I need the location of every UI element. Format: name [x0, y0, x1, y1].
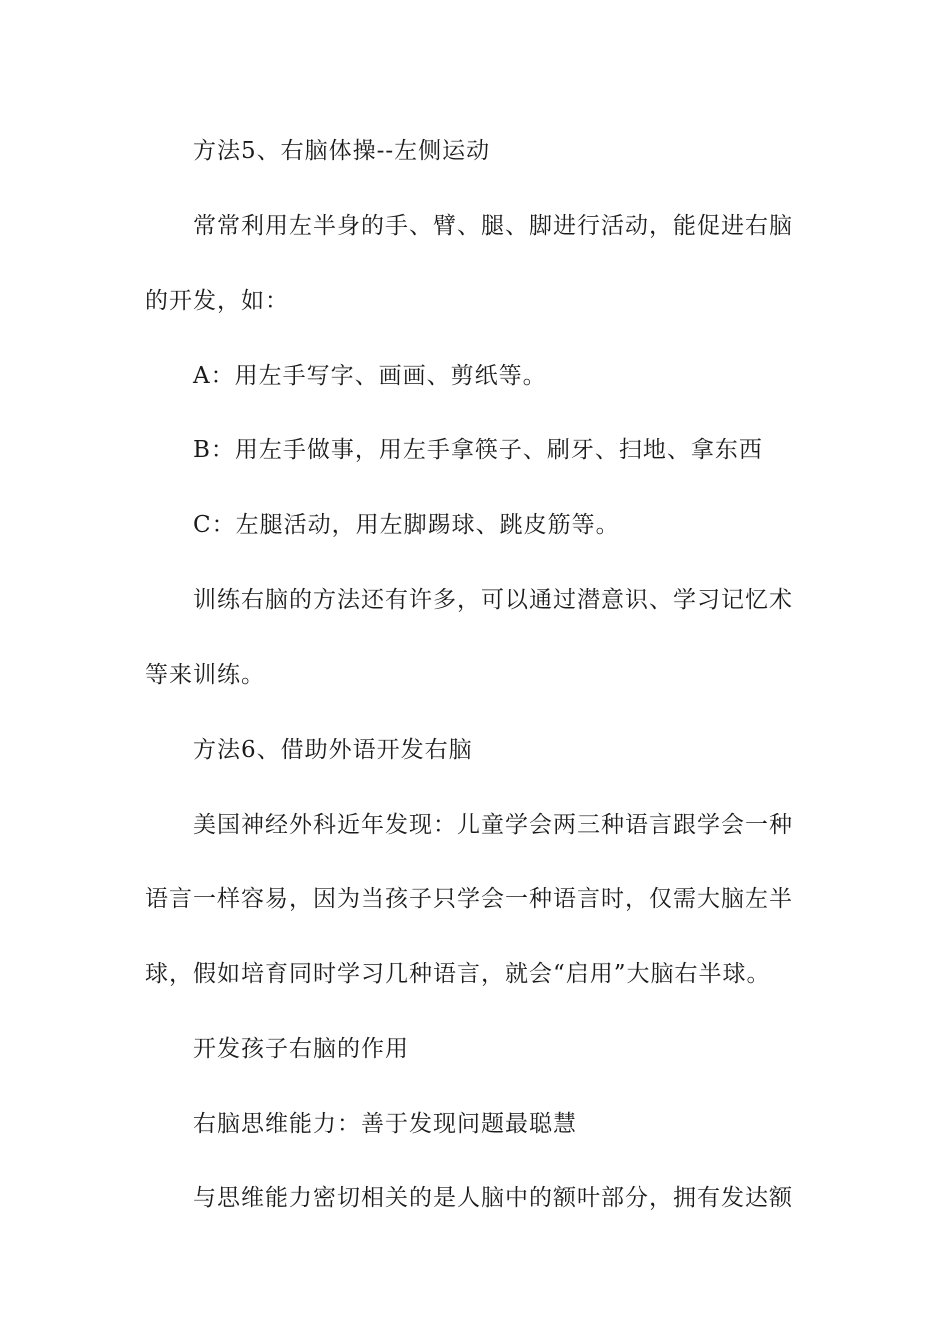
paragraph-line: 美国神经外科近年发现：儿童学会两三种语言跟学会一种: [193, 812, 793, 838]
heading-method-5: 方法5、右脑体操--左侧运动: [193, 138, 491, 164]
paragraph-line: 语言一样容易，因为当孩子只学会一种语言时，仅需大脑左半: [145, 886, 793, 912]
paragraph-line: 与思维能力密切相关的是人脑中的额叶部分，拥有发达额: [193, 1185, 793, 1211]
heading-right-brain-role: 开发孩子右脑的作用: [193, 1036, 409, 1062]
list-item-b: B：用左手做事，用左手拿筷子、刷牙、扫地、拿东西: [193, 437, 763, 463]
paragraph-line: 球，假如培育同时学习几种语言，就会“启用”大脑右半球。: [145, 961, 771, 987]
list-item-c: C：左腿活动，用左脚踢球、跳皮筋等。: [193, 512, 620, 538]
list-item-a: A：用左手写字、画画、剪纸等。: [193, 363, 547, 389]
paragraph-line: 训练右脑的方法还有许多，可以通过潜意识、学习记忆术: [193, 587, 793, 613]
paragraph-line: 等来训练。: [145, 662, 265, 688]
subheading-thinking-ability: 右脑思维能力：善于发现问题最聪慧: [193, 1111, 577, 1137]
paragraph-line: 常常利用左半身的手、臂、腿、脚进行活动，能促进右脑: [193, 213, 793, 239]
paragraph-line: 的开发，如：: [145, 288, 289, 314]
heading-method-6: 方法6、借助外语开发右脑: [193, 737, 473, 763]
